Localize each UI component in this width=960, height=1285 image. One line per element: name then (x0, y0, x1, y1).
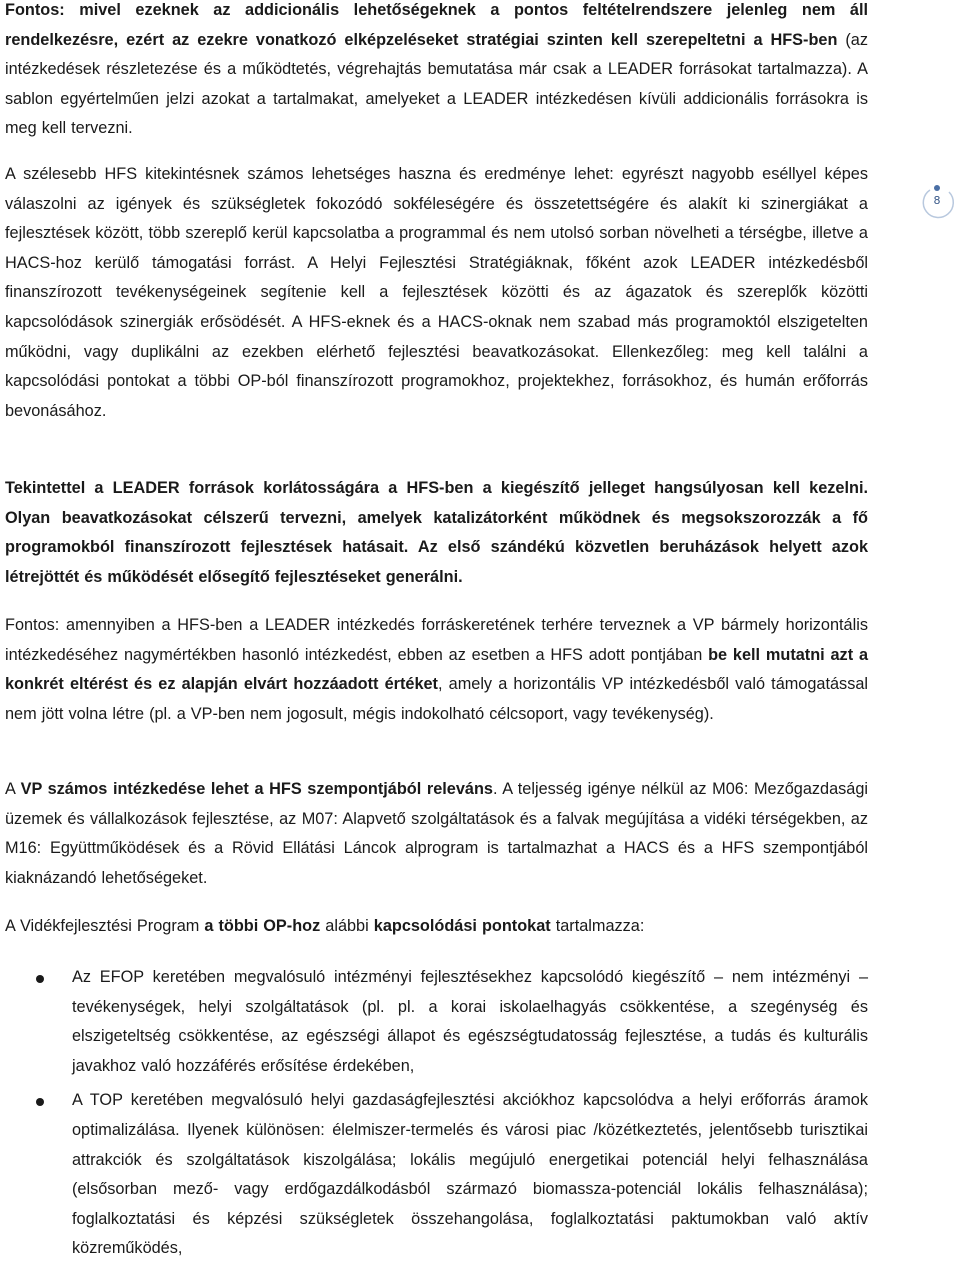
bullet-icon (36, 975, 44, 983)
text-run: A szélesebb HFS kitekintésnek számos lehetséges haszna és eredménye lehet: egyrészt nagyobb eséllyel képes válaszolni az igények és szükségletek fokozódó sokféleségére és összetettségére és alakít ki szinergiákat a fejlesztések között, több szereplő kerül kapcsolatba a programmal és nem utolsó sorban növelheti a térségbe, illetve a HACS-hoz kerülő támogatási forrást. A Helyi Fejlesztési Stratégiáknak, főként azok LEADER intézkedésből finanszírozott tevékenységeinek segítenie kell a fejlesztések közötti és az ágazatok és szereplők közötti kapcsolódások szinergiák erősödését. A HFS-eknek és a HACS-oknak nem szabad más programoktól elszigetelten működni, vagy duplikálni az ezekben elérhető fejlesztési beavatkozásokat. Ellenkezőleg: meg kell találni a kapcsolódási pontokat a többi OP-ból finanszírozott programokhoz, projektekhez, forrásokhoz, és humán erőforrás bevonásához. (5, 165, 868, 420)
text-run: (az intézkedések részletezése és a működtetés, végrehajtás bemutatása már csak a LEADER forrásokat tartalmazza). A sablon egyértelműen jelzi azokat a tartalmakat, amelyeket a LEADER intézkedésen kívüli addicionális forrásokra is meg kell tervezni. (5, 30, 868, 138)
paragraph-vp-relevant-measures (5, 775, 868, 893)
connection-points-list (5, 963, 868, 1264)
text-run: . A teljesség igénye nélkül az M06: Mezőgazdasági üzemek és vállalkozások fejlesztése, az M07: Alapvető szolgáltatások és a falvak megújítása a vidéki térségekben, az M16: Együttműködések és a Rövid Ellátási Láncok alprogram is tartalmazhat a HACS és a HFS szempontjából kiaknázandó lehetőségeket. (5, 780, 869, 887)
paragraph-hfs-benefits (5, 160, 868, 426)
bold-text-run: a többi OP-hoz (204, 917, 321, 935)
text-run: , amely a horizontális VP intézkedésből való támogatással nem jött volna létre (pl. a VP-ben nem jogosult, mégis indokolható célcsoport, vagy tevékenység). (5, 675, 869, 723)
paragraph-op-connection-points (5, 912, 868, 942)
list-item (5, 963, 868, 1081)
text-run: A Vidékfejlesztési Program (5, 917, 205, 935)
bold-text-run: Fontos: mivel ezeknek az addicionális lehetőségeknek a pontos feltételrendszere jelenleg nem áll rendelkezésre, ezért az ezekre vonatkozó elképzeléseket stratégiai szinten kell szerepeltetni a HFS-ben (5, 1, 868, 49)
bold-text-run: kapcsolódási pontokat (373, 917, 551, 935)
text-run: Fontos: amennyiben a HFS-ben a LEADER intézkedés forráskeretének terhére terveznek a VP bármely horizontális intézkedéséhez nagymértékben hasonló intézkedést, ebben az esetben a HFS adott pontjában (5, 616, 868, 664)
paragraph-leader-complementarity (5, 474, 868, 592)
list-item (5, 1086, 868, 1264)
list-item-text: A TOP keretében megvalósuló helyi gazdaságfejlesztési akciókhoz kapcsolódva a helyi erőforrás áramok optimalizálása. Ilyenek különösen: élelmiszer-termelés és városi piac /közétkeztetés, jelentősebb turisztikai attrakciók és szolgáltatások kiszolgálása; lokális megújuló energetikai potenciál helyi felhasználása (elsősorban mező- vagy erdőgazdálkodásból származó biomassza-potenciál lokális felhasználása); foglalkoztatási és képzési szükségletek összehangolása, foglalkoztatási paktumokban való aktív közreműködés, (72, 1091, 868, 1258)
text-run: A (5, 780, 21, 798)
bold-text-run: Tekintettel a LEADER források korlátosságára a HFS-ben a kiegészítő jelleget hangsúlyosan kell kezelni. Olyan beavatkozásokat célszerű tervezni, amelyek katalizátorként működnek és megsokszorozzák a fő programokból finanszírozott fejlesztések hatásait. Az első szándékú közvetlen beruházások helyett azok létrejöttét és működését elősegítő fejlesztéseket generálni. (5, 479, 868, 586)
page-number-badge (918, 184, 956, 222)
bold-text-run: VP számos intézkedése lehet a HFS szempontjából releváns (20, 780, 493, 798)
page-number: 8 (933, 194, 941, 207)
paragraph-additional-resources (5, 0, 868, 144)
text-run: tartalmazza: (550, 917, 645, 935)
bold-text-run: be kell mutatni azt a konkrét eltérést és ez alapján elvárt hozzáadott értéket (5, 645, 868, 694)
text-run: alábbi (320, 917, 374, 935)
bullet-icon (36, 1098, 44, 1106)
list-item-text: Az EFOP keretében megvalósuló intézményi fejlesztésekhez kapcsolódó kiegészítő – nem intézményi – tevékenységek, helyi szolgáltatások (pl. pl. a korai iskolaelhagyás csökkentése, a szegénység és elszigeteltség csökkentése, az egészségi állapot és egészségtudatosság fejlesztése, a tudás és kulturális javakhoz való hozzáférés erősítése érdekében, (72, 968, 868, 1075)
paragraph-vp-horizontal-measures (5, 611, 868, 729)
